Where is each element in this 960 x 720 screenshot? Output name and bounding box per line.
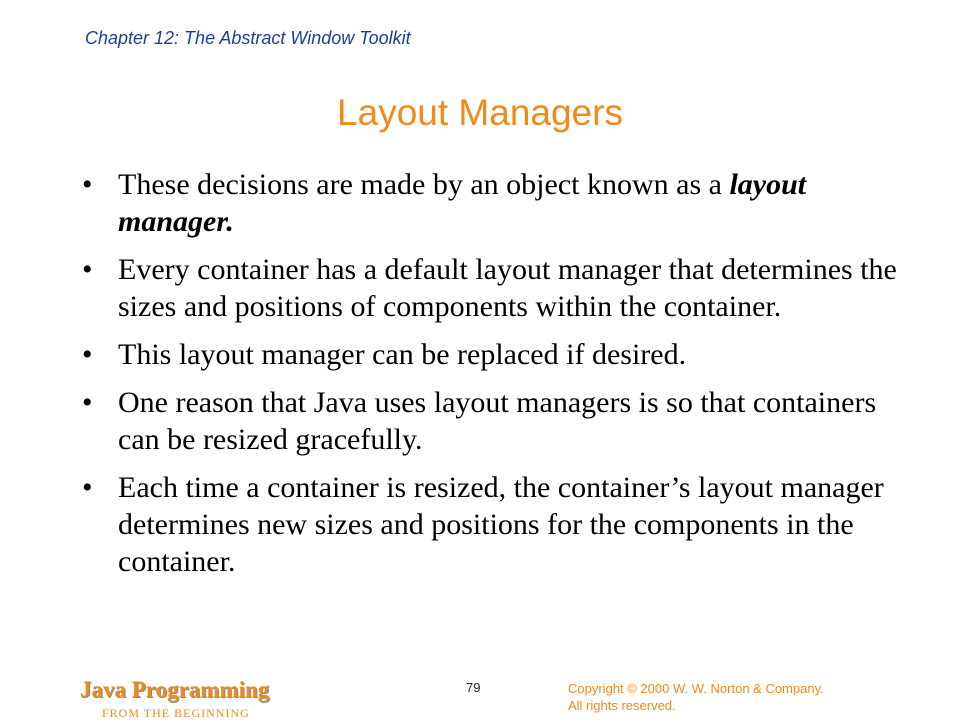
bullet-text: One reason that Java uses layout managers is so that containers can be resized gracefully. [118,386,877,456]
copyright-line-2: All rights reserved. [568,698,676,713]
bullet-item [82,251,912,325]
bullet-list [82,166,912,591]
chapter-heading: Chapter 12: The Abstract Window Toolkit [85,28,411,48]
brand-title: Java Programming [80,677,270,702]
brand-subtitle: FROM THE BEGINNING [102,706,250,720]
bullet-emphasis: layout manager. [118,168,807,238]
bullet-item [82,384,912,458]
bullet-icon: • [82,253,93,286]
bullet-icon: • [82,471,93,504]
copyright-line-1: Copyright © 2000 W. W. Norton & Company. [568,681,824,696]
bullet-text: These decisions are made by an object known as a [118,168,730,201]
bullet-icon: • [82,338,93,371]
slide-title: Layout Managers [337,92,623,133]
footer-brand-logo [80,677,320,720]
bullet-icon: • [82,386,93,419]
bullet-item [82,469,912,580]
bullet-text: This layout manager can be replaced if desired. [118,338,687,371]
bullet-text: Each time a container is resized, the container’s layout manager determines new sizes and positions for the components in the container. [118,471,884,578]
bullet-icon: • [82,168,93,201]
bullet-text: Every container has a default layout manager that determines the sizes and positions of components within the container. [118,253,897,323]
page-number: 79 [466,680,481,695]
bullet-item [82,166,912,240]
copyright-notice [568,680,824,714]
bullet-item [82,336,912,373]
